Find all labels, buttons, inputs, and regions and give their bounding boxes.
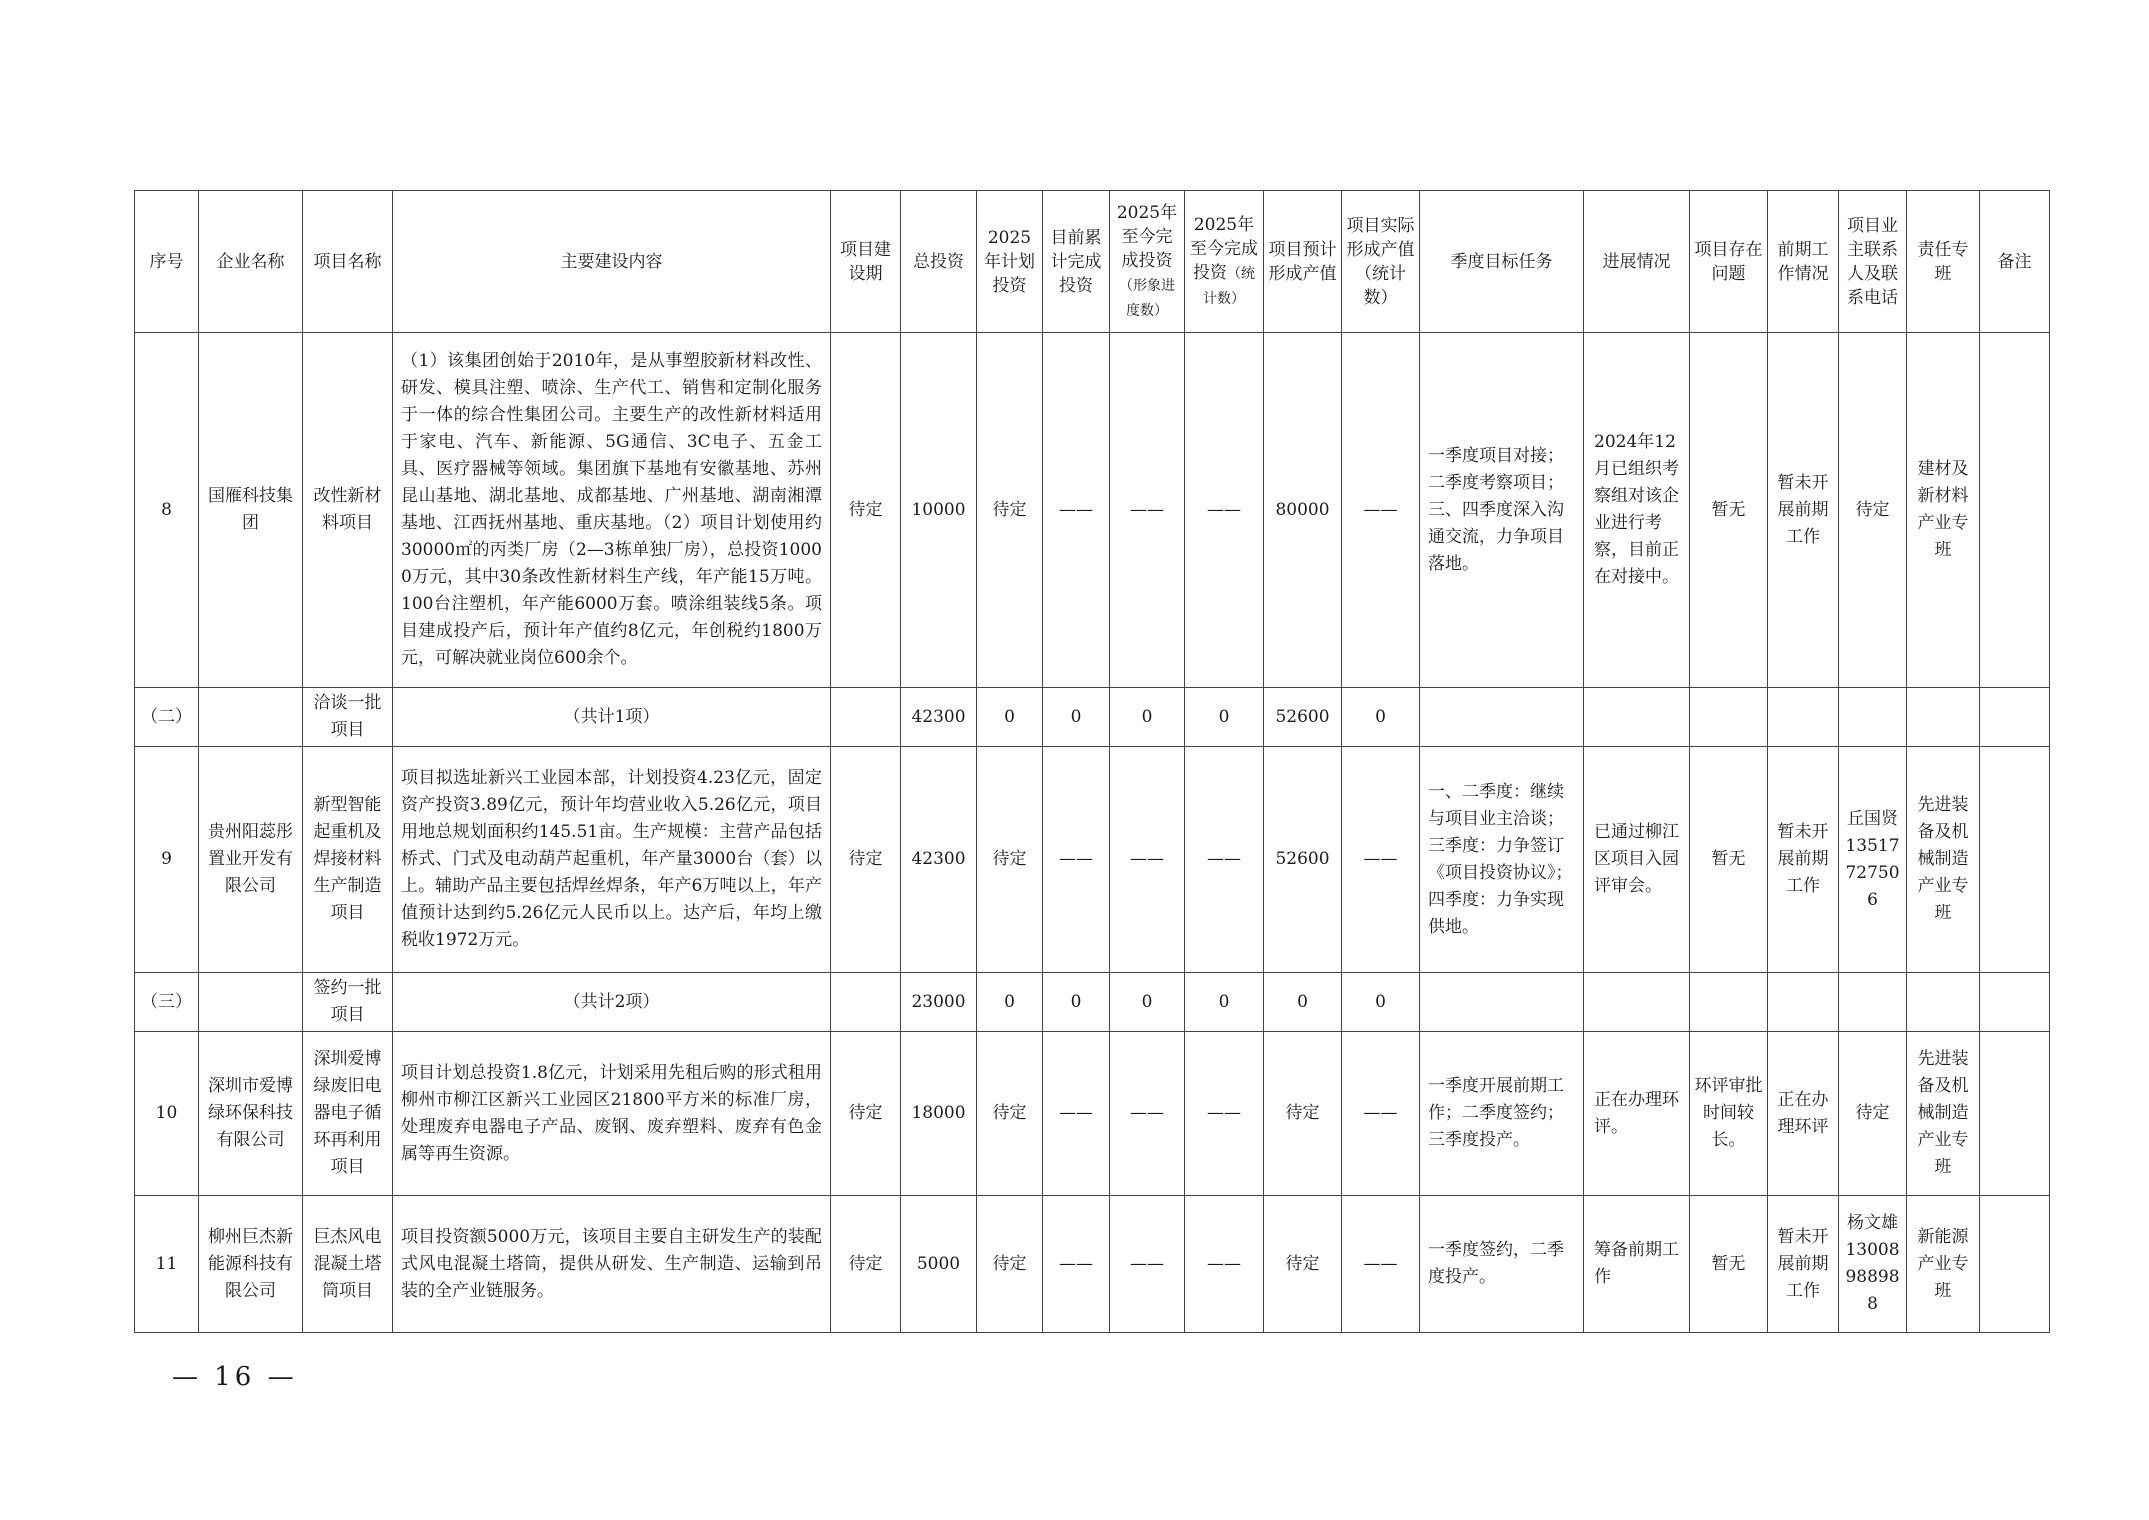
header-done-progress — [1110, 191, 1185, 333]
sub3-project: 签约一批项目 — [303, 973, 393, 1032]
sub3-content: （共计2项） — [393, 973, 831, 1032]
sub3-seq: （三） — [135, 973, 199, 1032]
row8-cumulative: —— — [1043, 333, 1110, 688]
row8-done-progress: —— — [1110, 333, 1185, 688]
row11-done-progress: —— — [1110, 1196, 1185, 1333]
row9-prework: 暂未开展前期工作 — [1768, 747, 1839, 973]
sub3-done-progress: 0 — [1110, 973, 1185, 1032]
sub3-company — [199, 973, 303, 1032]
sub3-done-stat: 0 — [1185, 973, 1264, 1032]
row11-plan2025: 待定 — [977, 1196, 1043, 1333]
table-row — [135, 1032, 2050, 1196]
row10-cumulative: —— — [1043, 1032, 1110, 1196]
sub2-done-stat: 0 — [1185, 688, 1264, 747]
row11-period: 待定 — [831, 1196, 901, 1333]
sub2-prework — [1768, 688, 1839, 747]
sub3-cumulative: 0 — [1043, 973, 1110, 1032]
project-table — [134, 190, 2050, 1333]
row8-done-stat: —— — [1185, 333, 1264, 688]
row10-remark — [1980, 1032, 2050, 1196]
row10-done-progress: —— — [1110, 1032, 1185, 1196]
table-row — [135, 333, 2050, 688]
header-done-stat-note: （统计数） — [1203, 265, 1255, 307]
row9-remark — [1980, 747, 2050, 973]
row9-period: 待定 — [831, 747, 901, 973]
row8-plan2025: 待定 — [977, 333, 1043, 688]
row10-progress: 正在办理环评。 — [1584, 1032, 1690, 1196]
row8-contact: 待定 — [1839, 333, 1907, 688]
row11-team: 新能源产业专班 — [1907, 1196, 1980, 1333]
row9-contact: 丘国贤135177275​06 — [1839, 747, 1907, 973]
row8-progress: 2024年12月已组织考察组对该企业进行考察，目前正在对接中。 — [1584, 333, 1690, 688]
sub3-expected-value: 0 — [1264, 973, 1342, 1032]
header-done-stat-main: 2025年至今完成投资 — [1190, 214, 1258, 283]
row10-prework: 正在办理环评 — [1768, 1032, 1839, 1196]
row8-actual-value: —— — [1342, 333, 1420, 688]
row10-total: 18000 — [901, 1032, 977, 1196]
header-progress: 进展情况 — [1584, 191, 1690, 333]
sub3-team — [1907, 973, 1980, 1032]
sub2-total: 42300 — [901, 688, 977, 747]
header-prework: 前期工作情况 — [1768, 191, 1839, 333]
header-team: 责任专班 — [1907, 191, 1980, 333]
row9-cumulative: —— — [1043, 747, 1110, 973]
header-seq: 序号 — [135, 191, 199, 333]
row11-done-stat: —— — [1185, 1196, 1264, 1333]
row10-done-stat: —— — [1185, 1032, 1264, 1196]
sub3-progress — [1584, 973, 1690, 1032]
page-number: — 16 — — [172, 1362, 298, 1392]
header-expected-value: 项目预计形成产值 — [1264, 191, 1342, 333]
sub2-done-progress: 0 — [1110, 688, 1185, 747]
sub2-seq: （二） — [135, 688, 199, 747]
row10-company: 深圳市爱博绿环保科技有限公司 — [199, 1032, 303, 1196]
row9-team: 先进装备及机械制造产业专班 — [1907, 747, 1980, 973]
sub2-project: 洽谈一批项目 — [303, 688, 393, 747]
row8-seq: 8 — [135, 333, 199, 688]
row9-content: 项目拟选址新兴工业园本部，计划投资4.23亿元，固定资产投资3.89亿元，预计年均营业收入5.26亿元，项目用地总规划面积约145.51亩。生产规模：主营产品包括桥式、门式及电动葫芦起重机，年产量3000台（套）以上。辅助产品主要包括焊丝焊条，年产6万吨以上，年产值预计达到约5.26亿元人民币以上。达产后，年均上缴税收1972万元。 — [393, 747, 831, 973]
sub2-company — [199, 688, 303, 747]
sub3-remark — [1980, 973, 2050, 1032]
sub3-quarter — [1420, 973, 1584, 1032]
sub2-actual-value: 0 — [1342, 688, 1420, 747]
row9-seq: 9 — [135, 747, 199, 973]
row9-expected-value: 52600 — [1264, 747, 1342, 973]
row8-quarter: 一季度项目对接；二季度考察项目；三、四季度深入沟通交流，力争项目落地。 — [1420, 333, 1584, 688]
header-plan2025: 2025年计划投资 — [977, 191, 1043, 333]
header-period: 项目建设期 — [831, 191, 901, 333]
header-done-stat — [1185, 191, 1264, 333]
table-row — [135, 747, 2050, 973]
row9-done-progress: —— — [1110, 747, 1185, 973]
row10-content: 项目计划总投资1.8亿元，计划采用先租后购的形式租用柳州市柳江区新兴工业园区21800平方米的标准厂房，处理废弃电器电子产品、废钢、废弃塑料、废弃有色金属等再生资源。 — [393, 1032, 831, 1196]
row10-seq: 10 — [135, 1032, 199, 1196]
row8-expected-value: 80000 — [1264, 333, 1342, 688]
row9-issues: 暂无 — [1690, 747, 1768, 973]
row9-company: 贵州阳蕊彤置业开发有限公司 — [199, 747, 303, 973]
sub2-issues — [1690, 688, 1768, 747]
sub2-expected-value: 52600 — [1264, 688, 1342, 747]
table-row — [135, 1196, 2050, 1333]
row8-content: （1）该集团创始于2010年，是从事塑胶新材料改性、研发、模具注塑、喷涂、生产代工、销售和定制化服务于一体的综合性集团公司。主要生产的改性新材料适用于家电、汽车、新能源、5G通信、3C电子、五金工具、医疗器械等领域。集团旗下基地有安徽基地、苏州昆山基地、湖北基地、成都基地、广州基地、湖南湘潭基地、江西抚州基地、重庆基地。（2）项目计划使用约30000㎡的丙类厂房（2—3栋单独厂房），总投资10000万元，其中30条改性新材料生产线，年产能15万吨。100台注塑机，年产能6000万套。喷涂组装线5条。项目建成投产后，预计年产值约8亿元，年创税约1800万元，可解决就业岗位600余个。 — [393, 333, 831, 688]
sub2-plan2025: 0 — [977, 688, 1043, 747]
header-cumulative: 目前累计完成投资 — [1043, 191, 1110, 333]
sub3-prework — [1768, 973, 1839, 1032]
row10-period: 待定 — [831, 1032, 901, 1196]
row9-done-stat: —— — [1185, 747, 1264, 973]
row11-quarter: 一季度签约，二季度投产。 — [1420, 1196, 1584, 1333]
row11-remark — [1980, 1196, 2050, 1333]
row10-expected-value: 待定 — [1264, 1032, 1342, 1196]
row10-project: 深圳爱博绿废旧电器电子循环再利用项目 — [303, 1032, 393, 1196]
row10-issues: 环评审批时间较长。 — [1690, 1032, 1768, 1196]
row11-prework: 暂未开展前期工作 — [1768, 1196, 1839, 1333]
sub3-actual-value: 0 — [1342, 973, 1420, 1032]
row9-project: 新型智能起重机及焊接材料生产制造项目 — [303, 747, 393, 973]
row11-total: 5000 — [901, 1196, 977, 1333]
row11-project: 巨杰风电混凝土塔筒项目 — [303, 1196, 393, 1333]
row10-quarter: 一季度开展前期工作；二季度签约；三季度投产。 — [1420, 1032, 1584, 1196]
sub3-plan2025: 0 — [977, 973, 1043, 1032]
row11-seq: 11 — [135, 1196, 199, 1333]
row11-actual-value: —— — [1342, 1196, 1420, 1333]
row10-actual-value: —— — [1342, 1032, 1420, 1196]
row8-total: 10000 — [901, 333, 977, 688]
row8-period: 待定 — [831, 333, 901, 688]
header-contact: 项目业主联系人及联系电话 — [1839, 191, 1907, 333]
sub3-total: 23000 — [901, 973, 977, 1032]
sub2-progress — [1584, 688, 1690, 747]
row11-content: 项目投资额5000万元，该项目主要自主研发生产的装配式风电混凝土塔筒，提供从研发、生产制造、运输到吊装的全产业链服务。 — [393, 1196, 831, 1333]
row9-progress: 已通过柳江区项目入园评审会。 — [1584, 747, 1690, 973]
row8-company: 国雁科技集团 — [199, 333, 303, 688]
row11-company: 柳州巨杰新能源科技有限公司 — [199, 1196, 303, 1333]
sub3-contact — [1839, 973, 1907, 1032]
header-total: 总投资 — [901, 191, 977, 333]
row11-expected-value: 待定 — [1264, 1196, 1342, 1333]
sub2-content: （共计1项） — [393, 688, 831, 747]
row8-prework: 暂未开展前期工作 — [1768, 333, 1839, 688]
sub2-quarter — [1420, 688, 1584, 747]
row11-progress: 筹备前期工作 — [1584, 1196, 1690, 1333]
sub2-team — [1907, 688, 1980, 747]
header-done-progress-main: 2025年至今完成投资 — [1116, 202, 1178, 271]
header-project: 项目名称 — [303, 191, 393, 333]
sub2-contact — [1839, 688, 1907, 747]
header-company: 企业名称 — [199, 191, 303, 333]
row11-contact: 杨文雄13008988988 — [1839, 1196, 1907, 1333]
row10-plan2025: 待定 — [977, 1032, 1043, 1196]
subtotal-row — [135, 688, 2050, 747]
row8-team: 建材及新材料产业专班 — [1907, 333, 1980, 688]
row9-quarter: 一、二季度：继续与项目业主洽谈；三季度：力争签订《项目投资协议》；四季度：力争实现供地。 — [1420, 747, 1584, 973]
row10-contact: 待定 — [1839, 1032, 1907, 1196]
row9-actual-value: —— — [1342, 747, 1420, 973]
row8-remark — [1980, 333, 2050, 688]
table-header-row — [135, 191, 2050, 333]
header-content: 主要建设内容 — [393, 191, 831, 333]
subtotal-row — [135, 973, 2050, 1032]
sub3-period — [831, 973, 901, 1032]
sub2-cumulative: 0 — [1043, 688, 1110, 747]
sub2-period — [831, 688, 901, 747]
row11-issues: 暂无 — [1690, 1196, 1768, 1333]
sub3-issues — [1690, 973, 1768, 1032]
header-issues: 项目存在问题 — [1690, 191, 1768, 333]
row9-total: 42300 — [901, 747, 977, 973]
header-actual-value: 项目实际形成产值（统计数） — [1342, 191, 1420, 333]
header-quarter: 季度目标任务 — [1420, 191, 1584, 333]
row9-plan2025: 待定 — [977, 747, 1043, 973]
header-done-progress-note: （形象进度数） — [1119, 277, 1175, 319]
header-remark: 备注 — [1980, 191, 2050, 333]
row8-project: 改性新材料项目 — [303, 333, 393, 688]
row11-cumulative: —— — [1043, 1196, 1110, 1333]
sub2-remark — [1980, 688, 2050, 747]
row8-issues: 暂无 — [1690, 333, 1768, 688]
row10-team: 先进装备及机械制造产业专班 — [1907, 1032, 1980, 1196]
